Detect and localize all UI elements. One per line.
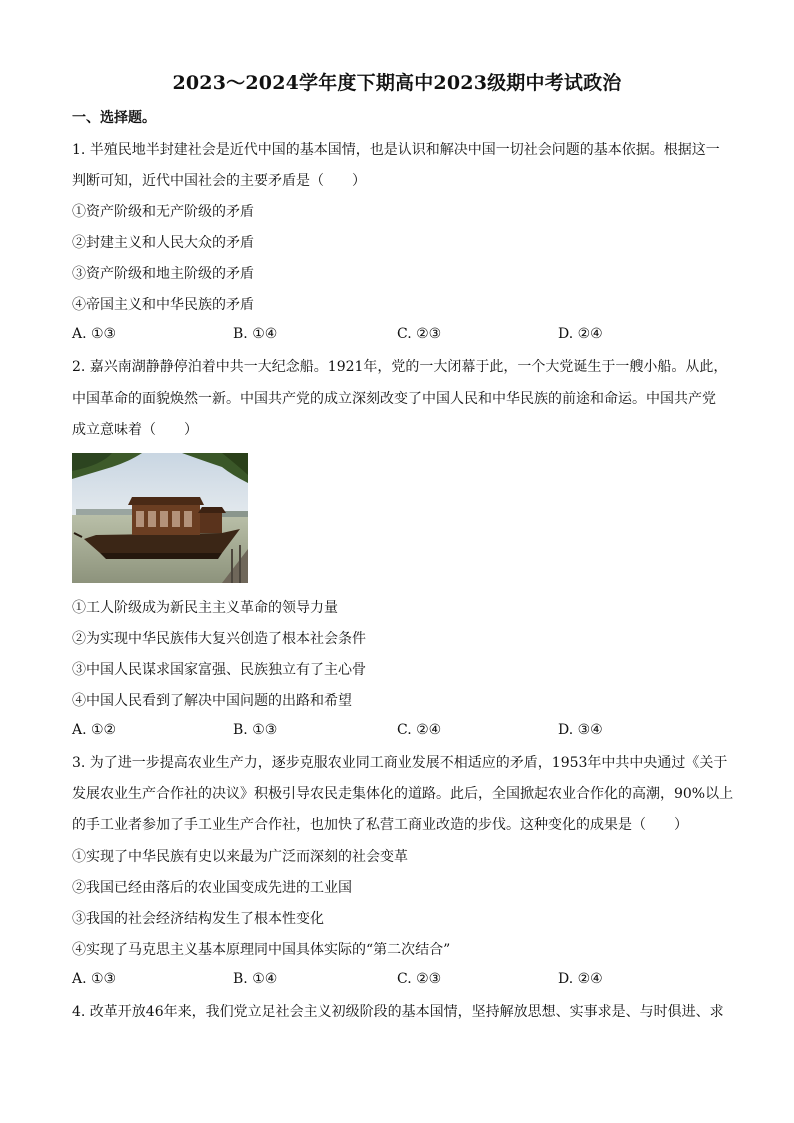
question-1-option-b[interactable]: B. ①④ [233,326,278,342]
question-2-item-4: ④中国人民看到了解决中国问题的出路和希望 [72,693,352,709]
question-3-option-a[interactable]: A. ①③ [72,971,117,987]
question-2-stem-line-2: 中国革命的面貌焕然一新。中国共产党的成立深刻改变了中国人民和中华民族的前途和命运。中国共产党 [72,391,716,407]
question-1-option-c[interactable]: C. ②③ [397,326,442,342]
question-1-item-4: ④帝国主义和中华民族的矛盾 [72,297,254,313]
question-3-stem-line-3: 的手工业者参加了手工业生产合作社，也加快了私营工商业改造的步伐。这种变化的成果是（ ） [72,817,688,833]
question-2-options [72,722,722,742]
section-heading: 一、选择题。 [72,110,156,126]
question-3-item-2: ②我国已经由落后的农业国变成先进的工业国 [72,880,352,896]
question-4-stem-line-1: 4. 改革开放46年来，我们党立足社会主义初级阶段的基本国情，坚持解放思想、实事求是、与时俱进、求 [72,1004,724,1020]
question-1-options [72,326,722,346]
question-1-item-2: ②封建主义和人民大众的矛盾 [72,235,254,251]
red-boat-photo [72,453,248,583]
question-1-item-1: ①资产阶级和无产阶级的矛盾 [72,204,254,220]
question-3-stem-line-1: 3. 为了进一步提高农业生产力，逐步克服农业同工商业发展不相适应的矛盾，1953年中共中央通过《关于 [72,755,728,771]
question-1-option-d[interactable]: D. ②④ [558,326,603,342]
question-2-option-a[interactable]: A. ①② [72,722,117,738]
question-2-stem-line-3: 成立意味着（ ） [72,422,198,438]
page-title: 2023～2024学年度下期高中2023级期中考试政治 [172,72,622,94]
question-2-stem-line-1: 2. 嘉兴南湖静静停泊着中共一大纪念船。1921年，党的一大闭幕于此，一个大党诞生于一艘小船。从此， [72,359,728,375]
question-3-options [72,971,722,991]
boat-illustration [72,453,248,583]
question-1-option-a[interactable]: A. ①③ [72,326,117,342]
question-2-item-1: ①工人阶级成为新民主主义革命的领导力量 [72,600,338,616]
question-3-option-d[interactable]: D. ②④ [558,971,603,987]
question-2-option-d[interactable]: D. ③④ [558,722,603,738]
question-1-item-3: ③资产阶级和地主阶级的矛盾 [72,266,254,282]
question-3-item-3: ③我国的社会经济结构发生了根本性变化 [72,911,324,927]
question-3-item-1: ①实现了中华民族有史以来最为广泛而深刻的社会变革 [72,849,408,865]
question-2-option-b[interactable]: B. ①③ [233,722,278,738]
question-2-option-c[interactable]: C. ②④ [397,722,442,738]
question-1-stem-line-2: 判断可知，近代中国社会的主要矛盾是（ ） [72,173,366,189]
question-2-item-3: ③中国人民谋求国家富强、民族独立有了主心骨 [72,662,366,678]
question-3-option-c[interactable]: C. ②③ [397,971,442,987]
question-2-item-2: ②为实现中华民族伟大复兴创造了根本社会条件 [72,631,366,647]
question-3-item-4: ④实现了马克思主义基本原理同中国具体实际的“第二次结合” [72,942,451,958]
question-3-option-b[interactable]: B. ①④ [233,971,278,987]
question-3-stem-line-2: 发展农业生产合作社的决议》积极引导农民走集体化的道路。此后，全国掀起农业合作化的高潮，90%以上 [72,786,734,802]
question-1-stem-line-1: 1. 半殖民地半封建社会是近代中国的基本国情，也是认识和解决中国一切社会问题的基本依据。根据这一 [72,142,720,158]
